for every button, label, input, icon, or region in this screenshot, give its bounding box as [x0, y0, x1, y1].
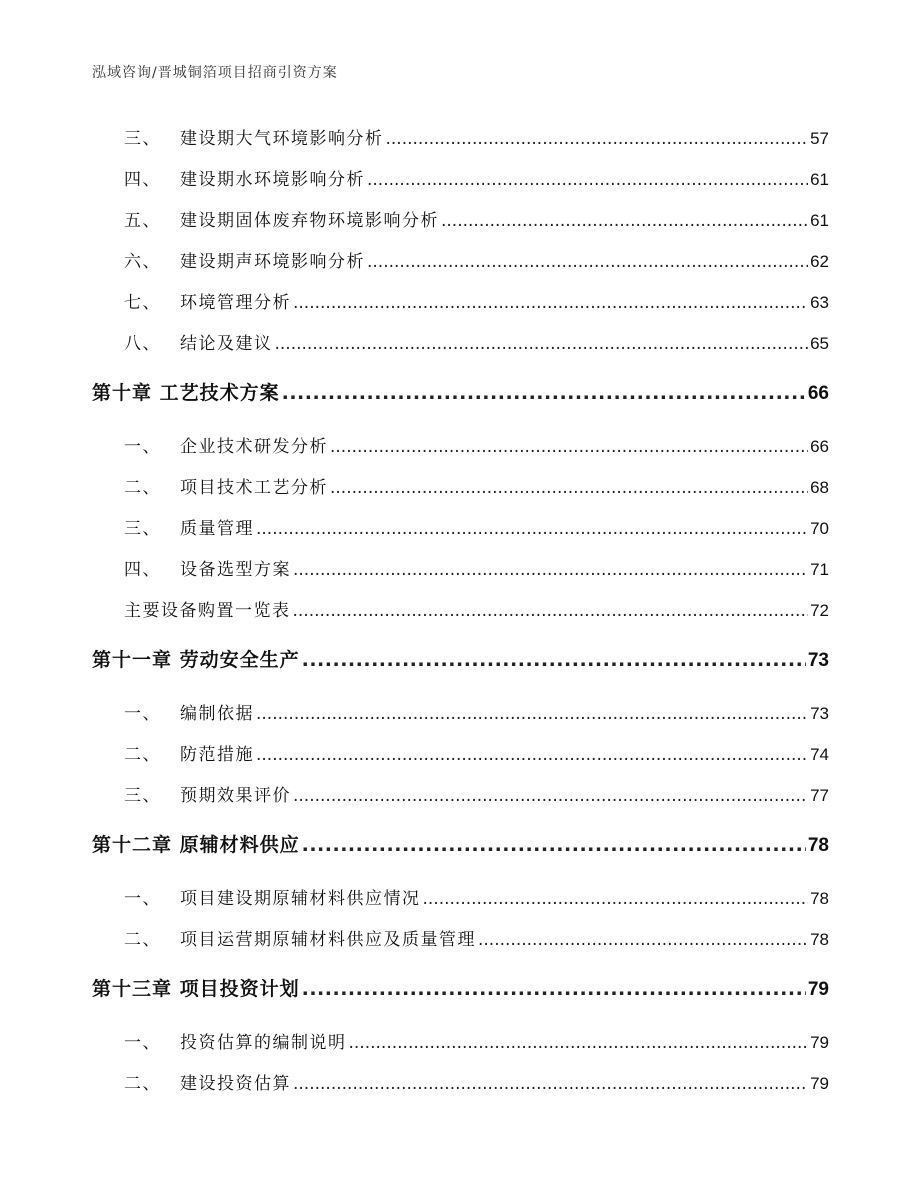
toc-entry-title: 第十一章 劳动安全生产 [92, 649, 300, 671]
toc-dot-leader [282, 382, 806, 404]
toc-entry-title: 建设期声环境影响分析 [180, 252, 365, 272]
toc-page-number: 78 [810, 889, 829, 908]
toc-dot-leader [330, 478, 808, 498]
toc-page-number: 79 [807, 979, 829, 1000]
toc-dot-leader [293, 560, 808, 580]
toc-dot-leader [293, 786, 808, 806]
toc-page-number: 79 [810, 1074, 829, 1093]
toc-entry-title: 环境管理分析 [180, 293, 291, 313]
toc-section-entry[interactable] [124, 596, 829, 621]
toc-page-number: 63 [810, 293, 829, 312]
toc-page-number: 74 [810, 745, 829, 764]
toc-chapter-entry[interactable] [92, 974, 829, 1001]
toc-section-entry[interactable] [124, 432, 829, 457]
toc-entry-number: 二、 [124, 745, 161, 765]
toc-section-entry[interactable] [124, 555, 829, 580]
toc-chapter-entry[interactable] [92, 830, 829, 857]
toc-entry-title: 建设期大气环境影响分析 [180, 129, 384, 149]
toc-entry-title: 项目运营期原辅材料供应及质量管理 [180, 930, 476, 950]
toc-entry-title: 结论及建议 [180, 334, 273, 354]
toc-entry-title: 第十三章 项目投资计划 [92, 978, 300, 1000]
toc-entry-title: 主要设备购置一览表 [124, 601, 291, 621]
toc-page-number: 57 [810, 129, 829, 148]
toc-page-number: 61 [810, 170, 829, 189]
toc-page-number: 71 [810, 560, 829, 579]
toc-page-number: 70 [810, 519, 829, 538]
toc-section-entry[interactable] [124, 473, 829, 498]
toc-section-entry[interactable] [124, 247, 829, 272]
toc-entry-number: 七、 [124, 293, 161, 313]
toc-dot-leader [441, 211, 808, 231]
toc-entry-number: 三、 [124, 519, 161, 539]
toc-section-entry[interactable] [124, 329, 829, 354]
toc-entry-number: 二、 [124, 478, 161, 498]
toc-dot-leader [423, 889, 809, 909]
toc-page-number: 68 [810, 478, 829, 497]
toc-dot-leader [256, 704, 808, 724]
toc-page-number: 73 [807, 650, 829, 671]
toc-entry-number: 一、 [124, 704, 161, 724]
toc-chapter-entry[interactable] [92, 378, 829, 405]
toc-page-number: 72 [810, 601, 829, 620]
toc-dot-leader [275, 334, 809, 354]
toc-dot-leader [302, 834, 806, 856]
toc-dot-leader [367, 252, 808, 272]
toc-entry-title: 预期效果评价 [180, 786, 291, 806]
toc-entry-number: 一、 [124, 889, 161, 909]
toc-entry-number: 三、 [124, 786, 161, 806]
toc-section-entry[interactable] [124, 165, 829, 190]
toc-page-number: 65 [810, 334, 829, 353]
toc-section-entry[interactable] [124, 514, 829, 539]
toc-page-number: 78 [810, 930, 829, 949]
toc-entry-title: 建设期固体废弃物环境影响分析 [180, 211, 439, 231]
toc-entry-number: 二、 [124, 930, 161, 950]
toc-dot-leader [302, 649, 806, 671]
toc-entry-title: 项目建设期原辅材料供应情况 [180, 889, 421, 909]
toc-section-entry[interactable] [124, 124, 829, 149]
toc-entry-number: 一、 [124, 1033, 161, 1053]
toc-section-entry[interactable] [124, 288, 829, 313]
toc-entry-title: 建设期水环境影响分析 [180, 170, 365, 190]
toc-entry-number: 八、 [124, 334, 161, 354]
toc-entry-title: 第十章 工艺技术方案 [92, 382, 280, 404]
toc-page-number: 77 [810, 786, 829, 805]
toc-entry-title: 项目技术工艺分析 [180, 478, 328, 498]
toc-entry-title: 编制依据 [180, 704, 254, 724]
toc-entry-title: 防范措施 [180, 745, 254, 765]
toc-dot-leader [386, 129, 809, 149]
toc-page-number: 79 [810, 1033, 829, 1052]
toc-section-entry[interactable] [124, 740, 829, 765]
toc-dot-leader [256, 519, 808, 539]
toc-entry-number: 六、 [124, 252, 161, 272]
toc-dot-leader [293, 293, 808, 313]
toc-section-entry[interactable] [124, 925, 829, 950]
toc-entry-title: 第十二章 原辅材料供应 [92, 834, 300, 856]
toc-entry-number: 一、 [124, 437, 161, 457]
toc-entry-number: 四、 [124, 170, 161, 190]
toc-dot-leader [478, 930, 808, 950]
toc-entry-number: 五、 [124, 211, 161, 231]
toc-page-number: 61 [810, 211, 829, 230]
toc-entry-number: 二、 [124, 1074, 161, 1094]
toc-section-entry[interactable] [124, 1028, 829, 1053]
running-header: 泓域咨询/晋城铜箔项目招商引资方案 [92, 65, 338, 81]
toc-entry-title: 投资估算的编制说明 [180, 1033, 347, 1053]
toc-dot-leader [293, 1074, 808, 1094]
toc-section-entry[interactable] [124, 206, 829, 231]
toc-dot-leader [302, 978, 806, 1000]
toc-entry-title: 企业技术研发分析 [180, 437, 328, 457]
toc-page-number: 73 [810, 704, 829, 723]
toc-entry-number: 三、 [124, 129, 161, 149]
toc-section-entry[interactable] [124, 1069, 829, 1094]
toc-dot-leader [349, 1033, 809, 1053]
toc-section-entry[interactable] [124, 884, 829, 909]
toc-entry-title: 设备选型方案 [180, 560, 291, 580]
toc-dot-leader [293, 601, 809, 621]
toc-dot-leader [367, 170, 808, 190]
toc-dot-leader [256, 745, 808, 765]
toc-section-entry[interactable] [124, 699, 829, 724]
toc-chapter-entry[interactable] [92, 645, 829, 672]
toc-page-number: 62 [810, 252, 829, 271]
toc-entry-title: 建设投资估算 [180, 1074, 291, 1094]
toc-section-entry[interactable] [124, 781, 829, 806]
toc-page-number: 66 [807, 383, 829, 404]
toc-entry-title: 质量管理 [180, 519, 254, 539]
toc-entry-number: 四、 [124, 560, 161, 580]
toc-page-number: 78 [807, 835, 829, 856]
toc-dot-leader [330, 437, 808, 457]
toc-page-number: 66 [810, 437, 829, 456]
